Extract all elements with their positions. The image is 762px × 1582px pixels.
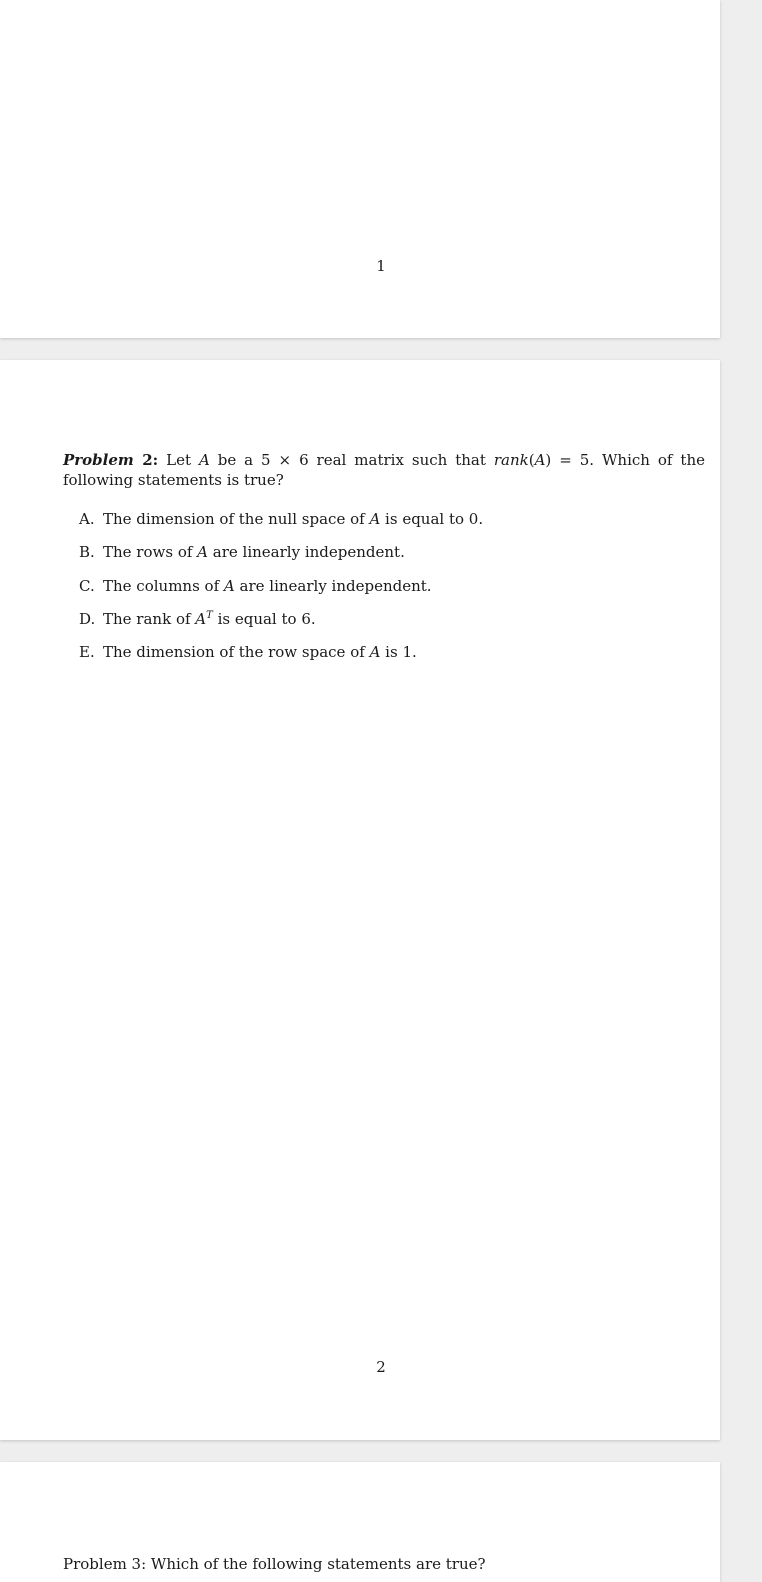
option-e: E. The dimension of the row space of A is 1. (79, 643, 417, 662)
page-1 (0, 0, 720, 338)
page-3 (0, 1462, 720, 1582)
option-a: A. The dimension of the null space of A is equal to 0. (79, 510, 484, 528)
option-b: B. The rows of A are linearly independent. (79, 543, 405, 562)
rank-func: rank (493, 451, 529, 469)
option-c: C. The columns of A are linearly independent. (79, 576, 432, 595)
problem-label: Problem 2: (63, 451, 159, 469)
page-number: 2 (376, 1358, 386, 1376)
problem-2-statement: Problem 2: Let A be a 5 × 6 real matrix such that rank(A) = 5. Which of the following statements is true? (63, 451, 705, 489)
option-d: D. The rank of $A^T$ is equal to 6. (79, 609, 316, 628)
answer-options (79, 510, 483, 676)
page-number: 1 (376, 257, 386, 275)
problem-3-partial: Problem 3: Which of the following statements are true? (63, 1555, 486, 1573)
matrix-var: A (198, 451, 210, 469)
page-2 (0, 360, 720, 1440)
